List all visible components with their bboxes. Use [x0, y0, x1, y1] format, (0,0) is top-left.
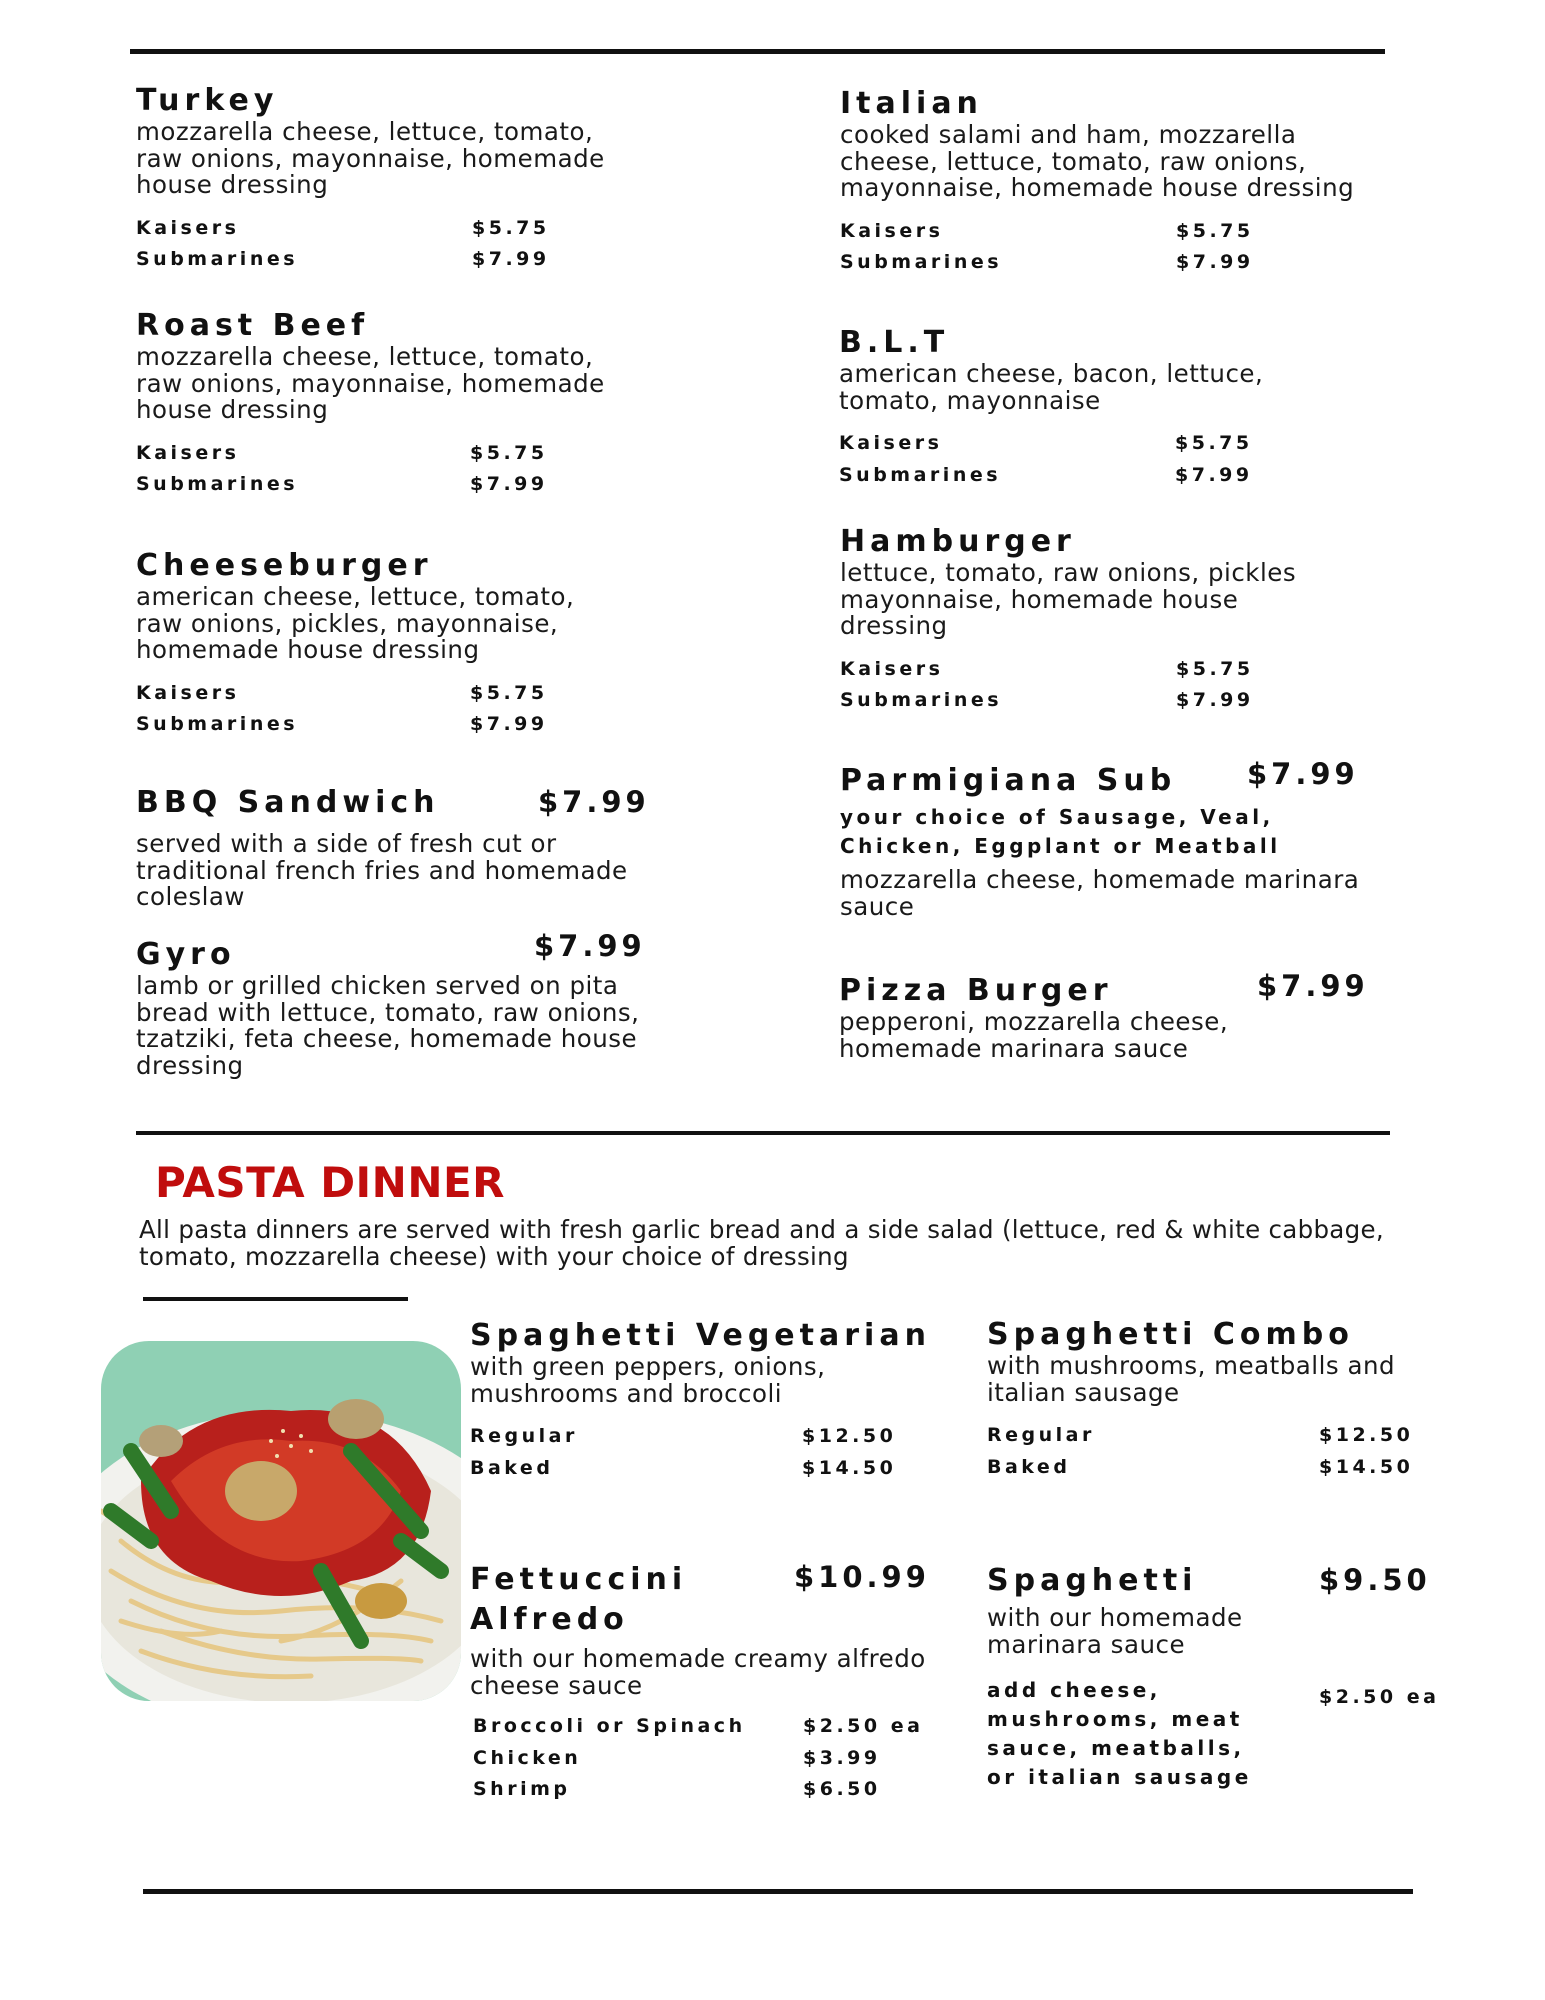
price-label: Submarines [839, 463, 1002, 486]
pasta-plate-image [101, 1341, 461, 1701]
item-title: BBQ Sandwich [136, 785, 440, 820]
price-value: $5.75 [1176, 219, 1254, 242]
price-value: $7.99 [472, 248, 550, 270]
item-title-line2: Alfredo [470, 1602, 629, 1637]
item-description: lettuce, tomato, raw onions, pickles mayonnaise, homemade house dressing [840, 558, 1297, 640]
menu-item-pizza-burger [839, 969, 1399, 1063]
price-label: Submarines [840, 689, 1003, 711]
price-label: Kaisers [136, 441, 240, 464]
item-description: with our homemade marinara sauce [987, 1603, 1243, 1659]
price-value: $7.99 [1176, 689, 1254, 711]
addon-label: Chicken [473, 1746, 582, 1769]
price-label: Regular [987, 1424, 1095, 1446]
menu-item-roast-beef [136, 308, 606, 505]
item-price: $7.99 [1247, 757, 1359, 791]
price-value: $14.50 [1319, 1455, 1414, 1478]
item-title: Spaghetti [987, 1563, 1198, 1598]
price-value: $12.50 [802, 1425, 897, 1447]
price-label: Submarines [136, 473, 299, 495]
menu-item-cheeseburger [136, 548, 606, 745]
item-description: with mushrooms, meatballs and italian sausage [987, 1351, 1396, 1407]
item-title: B.L.T [839, 325, 950, 360]
item-description: pepperoni, mozzarella cheese, homemade marinara sauce [839, 1007, 1229, 1063]
price-list [840, 220, 1400, 283]
item-description: lamb or grilled chicken served on pita bread with lettuce, tomato, raw onions, tzatziki, feta cheese, homemade house dressing [136, 971, 640, 1080]
item-description: mozzarella cheese, homemade marinara sauce [840, 865, 1360, 921]
price-row [136, 248, 606, 280]
price-label: Kaisers [136, 681, 240, 704]
addon-row [473, 1747, 950, 1779]
item-title-line1: Fettuccini [470, 1562, 688, 1597]
price-row [839, 464, 1309, 496]
item-price: $7.99 [1257, 969, 1369, 1003]
price-label: Submarines [136, 713, 299, 735]
price-list [136, 217, 606, 280]
price-value: $7.99 [470, 713, 548, 735]
item-description: american cheese, bacon, lettuce, tomato, mayonnaise [839, 359, 1264, 415]
spaghetti-photo [101, 1341, 461, 1701]
pasta-item-spaghetti-combo [987, 1317, 1467, 1487]
item-choice: your choice of Sausage, Veal, Chicken, Eggplant or Meatball [840, 805, 1281, 858]
menu-item-turkey [136, 83, 606, 280]
menu-item-parmigiana-sub [840, 757, 1400, 930]
item-description: with our homemade creamy alfredo cheese sauce [470, 1644, 926, 1700]
price-value: $5.75 [1176, 657, 1254, 680]
price-label: Baked [470, 1456, 554, 1479]
addon-row [473, 1715, 950, 1747]
price-row [136, 217, 606, 249]
item-description: mozzarella cheese, lettuce, tomato, raw onions, mayonnaise, homemade house dressing [136, 117, 605, 199]
price-value: $12.50 [1319, 1424, 1414, 1446]
item-title: Turkey [136, 83, 279, 118]
pasta-item-spaghetti [987, 1563, 1507, 1823]
addon-text: add cheese, mushrooms, meat sauce, meatballs, or italian sausage [987, 1678, 1252, 1789]
section-divider [136, 1131, 1390, 1135]
price-row [840, 220, 1400, 252]
addon-label: Broccoli or Spinach [473, 1715, 746, 1737]
item-title: Hamburger [840, 524, 1076, 559]
top-rule [130, 49, 1385, 54]
price-label: Regular [470, 1425, 578, 1447]
item-title: Cheeseburger [136, 548, 433, 583]
price-list [136, 442, 606, 505]
price-value: $7.99 [470, 473, 548, 495]
price-label: Kaisers [840, 219, 944, 242]
price-label: Kaisers [839, 432, 943, 454]
price-list [987, 1424, 1467, 1487]
price-label: Kaisers [136, 216, 240, 239]
price-value: $5.75 [472, 216, 550, 239]
item-title: Pizza Burger [839, 973, 1113, 1008]
addon-price: $3.99 [803, 1746, 881, 1769]
item-price: $9.50 [1319, 1563, 1431, 1597]
price-label: Baked [987, 1455, 1071, 1478]
price-value: $5.75 [470, 441, 548, 464]
price-list [136, 682, 606, 745]
price-list [470, 1425, 950, 1488]
menu-item-italian [840, 86, 1400, 283]
price-value: $14.50 [802, 1456, 897, 1479]
addon-price: $2.50 ea [1319, 1686, 1440, 1708]
price-row [839, 432, 1309, 464]
addon-price: $6.50 [803, 1778, 881, 1800]
price-row [136, 473, 606, 505]
item-title: Roast Beef [136, 308, 370, 343]
item-description: served with a side of fresh cut or traditional french fries and homemade coleslaw [136, 829, 628, 911]
price-value: $5.75 [1175, 432, 1253, 454]
price-row [840, 689, 1320, 721]
item-title: Parmigiana Sub [840, 763, 1177, 798]
price-row [136, 682, 606, 714]
item-title: Spaghetti Vegetarian [470, 1318, 931, 1353]
item-title: Italian [840, 86, 983, 121]
pasta-item-fettuccini-alfredo [470, 1560, 950, 1830]
price-row [987, 1424, 1467, 1456]
price-value: $5.75 [470, 681, 548, 704]
price-label: Submarines [840, 251, 1003, 273]
price-row [470, 1425, 950, 1457]
short-rule [143, 1297, 408, 1301]
menu-item-gyro [136, 929, 656, 1080]
price-list [839, 432, 1309, 495]
menu-item-bbq-sandwich [136, 785, 656, 915]
item-price: $10.99 [794, 1560, 930, 1594]
bottom-rule [143, 1889, 1413, 1894]
pasta-item-spaghetti-vegetarian [470, 1318, 950, 1488]
price-row [840, 251, 1400, 283]
menu-item-blt [839, 325, 1309, 495]
price-row [136, 713, 606, 745]
price-row [470, 1457, 950, 1489]
addon-label: Shrimp [473, 1778, 571, 1800]
menu-item-hamburger [840, 524, 1320, 721]
item-title: Spaghetti Combo [987, 1317, 1354, 1352]
item-description: mozzarella cheese, lettuce, tomato, raw onions, mayonnaise, homemade house dressing [136, 342, 605, 424]
pasta-intro: All pasta dinners are served with fresh garlic bread and a side salad (lettuce, red & white cabbage, tomato, mozzarella cheese) with your choice of dressing [139, 1215, 1384, 1271]
item-price: $7.99 [534, 929, 646, 963]
addon-list [473, 1715, 950, 1810]
price-value: $7.99 [1176, 251, 1254, 273]
price-list [840, 658, 1320, 721]
item-description: with green peppers, onions, mushrooms and broccoli [470, 1352, 826, 1408]
item-title: Gyro [136, 937, 236, 972]
item-description: american cheese, lettuce, tomato, raw onions, pickles, mayonnaise, homemade house dressing [136, 582, 575, 664]
price-row [987, 1456, 1467, 1488]
price-row [136, 442, 606, 474]
price-label: Submarines [136, 248, 299, 270]
price-row [840, 658, 1320, 690]
addon-price: $2.50 ea [803, 1715, 924, 1737]
addon-row [473, 1778, 950, 1810]
price-label: Kaisers [840, 657, 944, 680]
item-price: $7.99 [538, 785, 650, 819]
price-value: $7.99 [1175, 463, 1253, 486]
item-description: cooked salami and ham, mozzarella cheese, lettuce, tomato, raw onions, mayonnaise, homemade house dressing [840, 120, 1355, 202]
section-title-pasta: PASTA DINNER [155, 1158, 506, 1207]
